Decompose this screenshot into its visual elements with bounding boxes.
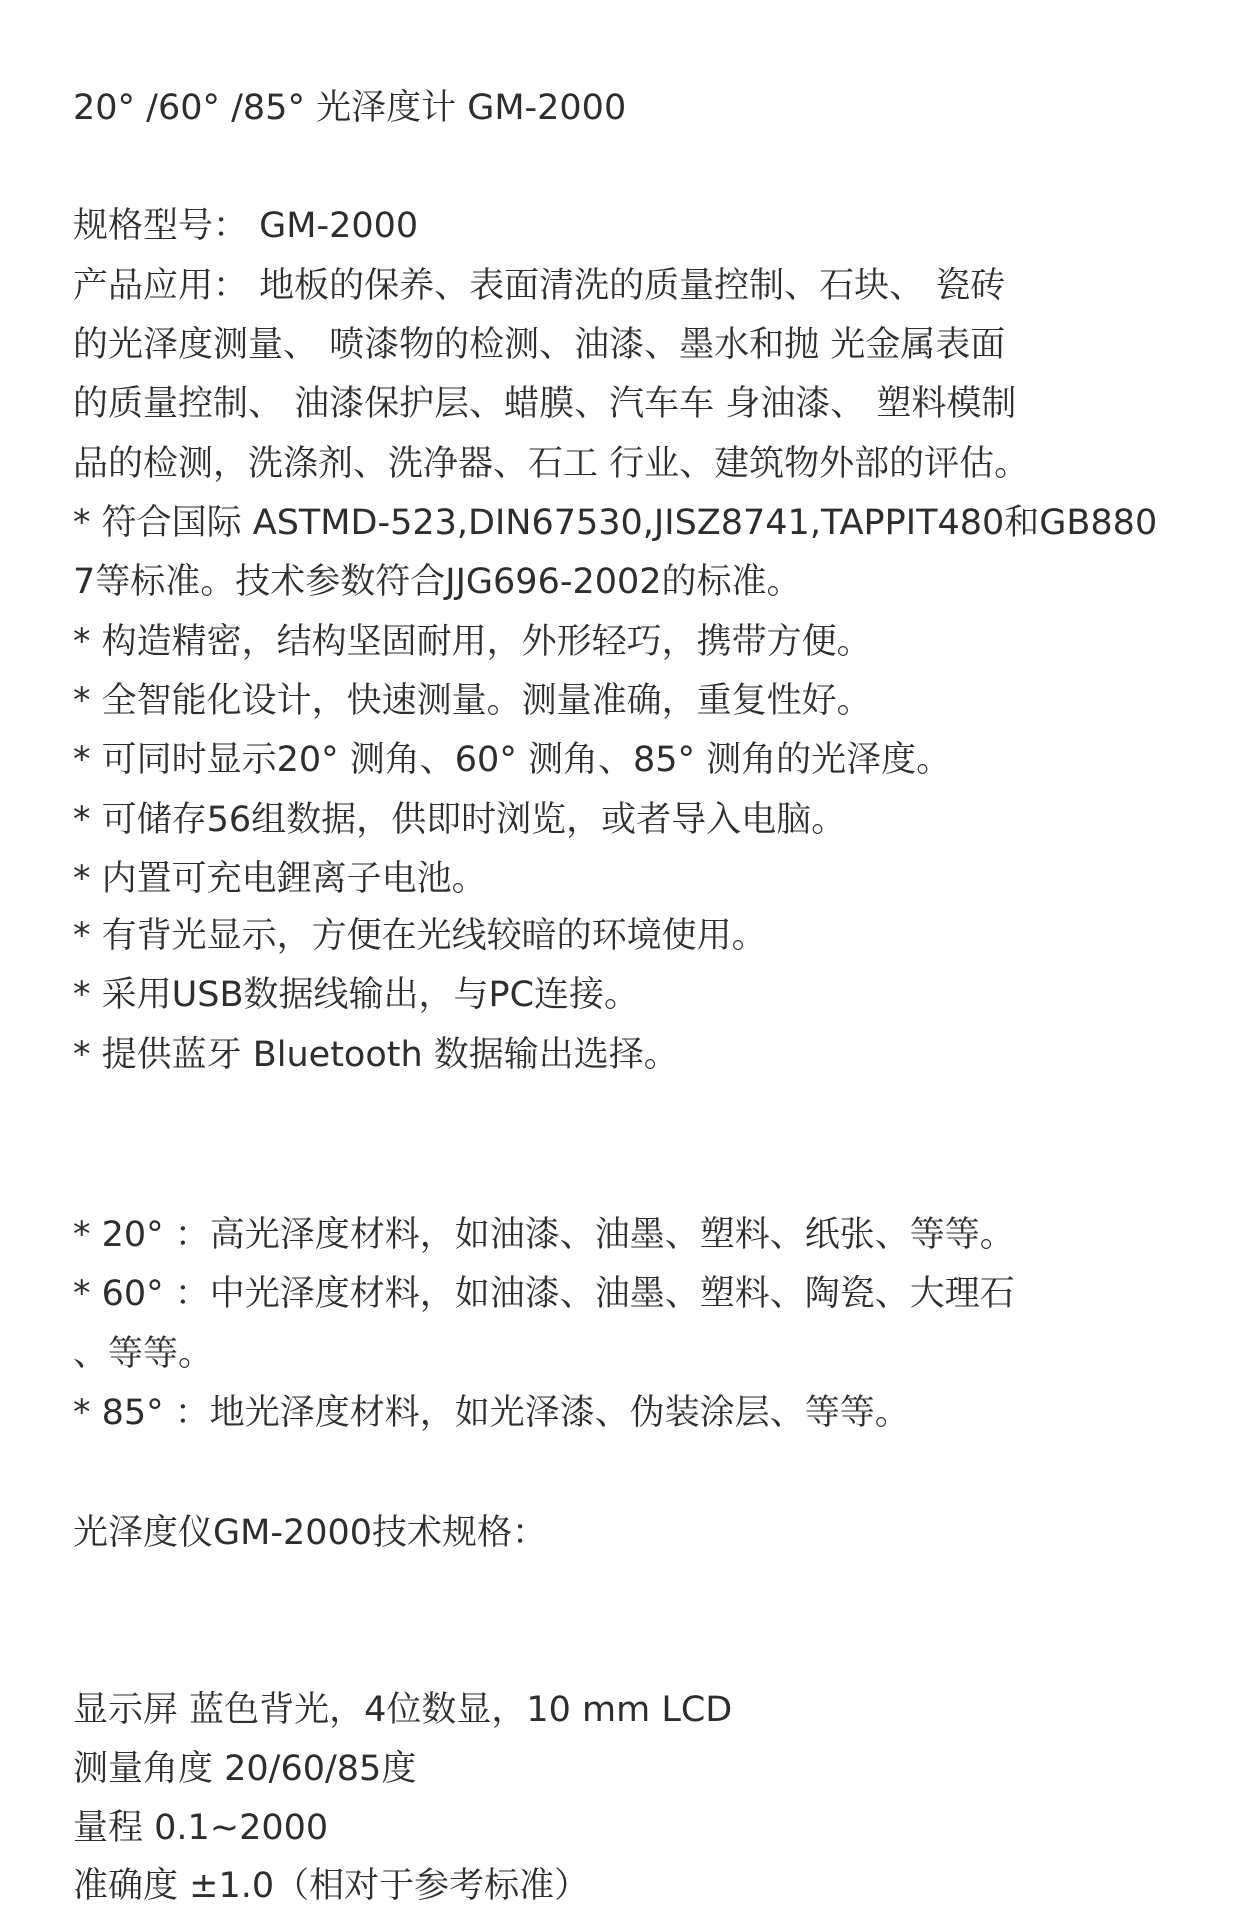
feature-item: * 有背光显示，方便在光线较暗的环境使用。 [73,916,767,956]
angle-item-60: * 60° ：中光泽度材料，如油漆、油墨、塑料、陶瓷、大理石 [73,1274,1015,1314]
feature-item: * 内置可充电鋰离子电池。 [73,859,487,899]
feature-item: * 符合国际 ASTMD-523,DIN67530,JISZ8741,TAPPIT480和GB880 [73,503,1158,543]
spec-model-label: 规格型号： [73,206,249,246]
angle-item-20: * 20° ：高光泽度材料，如油漆、油墨、塑料、纸张、等等。 [73,1215,1015,1255]
tech-spec-accuracy: 准确度 ±1.0（相对于参考标准） [73,1866,590,1906]
application-line: 的质量控制、 油漆保护层、蜡膜、汽车车 身油漆、 塑料模制 [73,384,1017,424]
angle-item-85: * 85° ：地光泽度材料，如光泽漆、伪装涂层、等等。 [73,1393,910,1433]
angle-item-60-continuation: 、等等。 [73,1334,214,1374]
tech-spec-angles: 测量角度 20/60/85度 [73,1749,417,1789]
tech-spec-heading: 光泽度仪GM-2000技术规格： [73,1513,548,1553]
application-line: 品的检测，洗涤剂、洗净器、石工 行业、建筑物外部的评估。 [73,444,1030,484]
spec-model-line [73,204,418,248]
application-line: 产品应用： 地板的保养、表面清洗的质量控制、石块、 瓷砖 [73,266,1006,306]
feature-item: * 采用USB数据线输出，与PC连接。 [73,975,640,1015]
tech-spec-display: 显示屏 蓝色背光，4位数显，10 mm LCD [73,1690,733,1730]
application-line: 的光泽度测量、 喷漆物的检测、油漆、墨水和抛 光金属表面 [73,325,1006,365]
tech-spec-range: 量程 0.1~2000 [73,1808,329,1848]
feature-item-continuation: 7等标准。技术参数符合JJG696-2002的标准。 [73,562,802,602]
feature-item: * 提供蓝牙 Bluetooth 数据输出选择。 [73,1035,679,1075]
feature-item: * 构造精密，结构坚固耐用，外形轻巧，携带方便。 [73,622,872,662]
feature-item: * 全智能化设计，快速测量。测量准确，重复性好。 [73,681,872,721]
document-title: 20° /60° /85° 光泽度计 GM-2000 [73,88,627,128]
spec-model-value: GM-2000 [248,206,419,246]
feature-item: * 可储存56组数据，供即时浏览，或者导入电脑。 [73,800,847,840]
feature-item: * 可同时显示20° 测角、60° 测角、85° 测角的光泽度。 [73,740,952,780]
